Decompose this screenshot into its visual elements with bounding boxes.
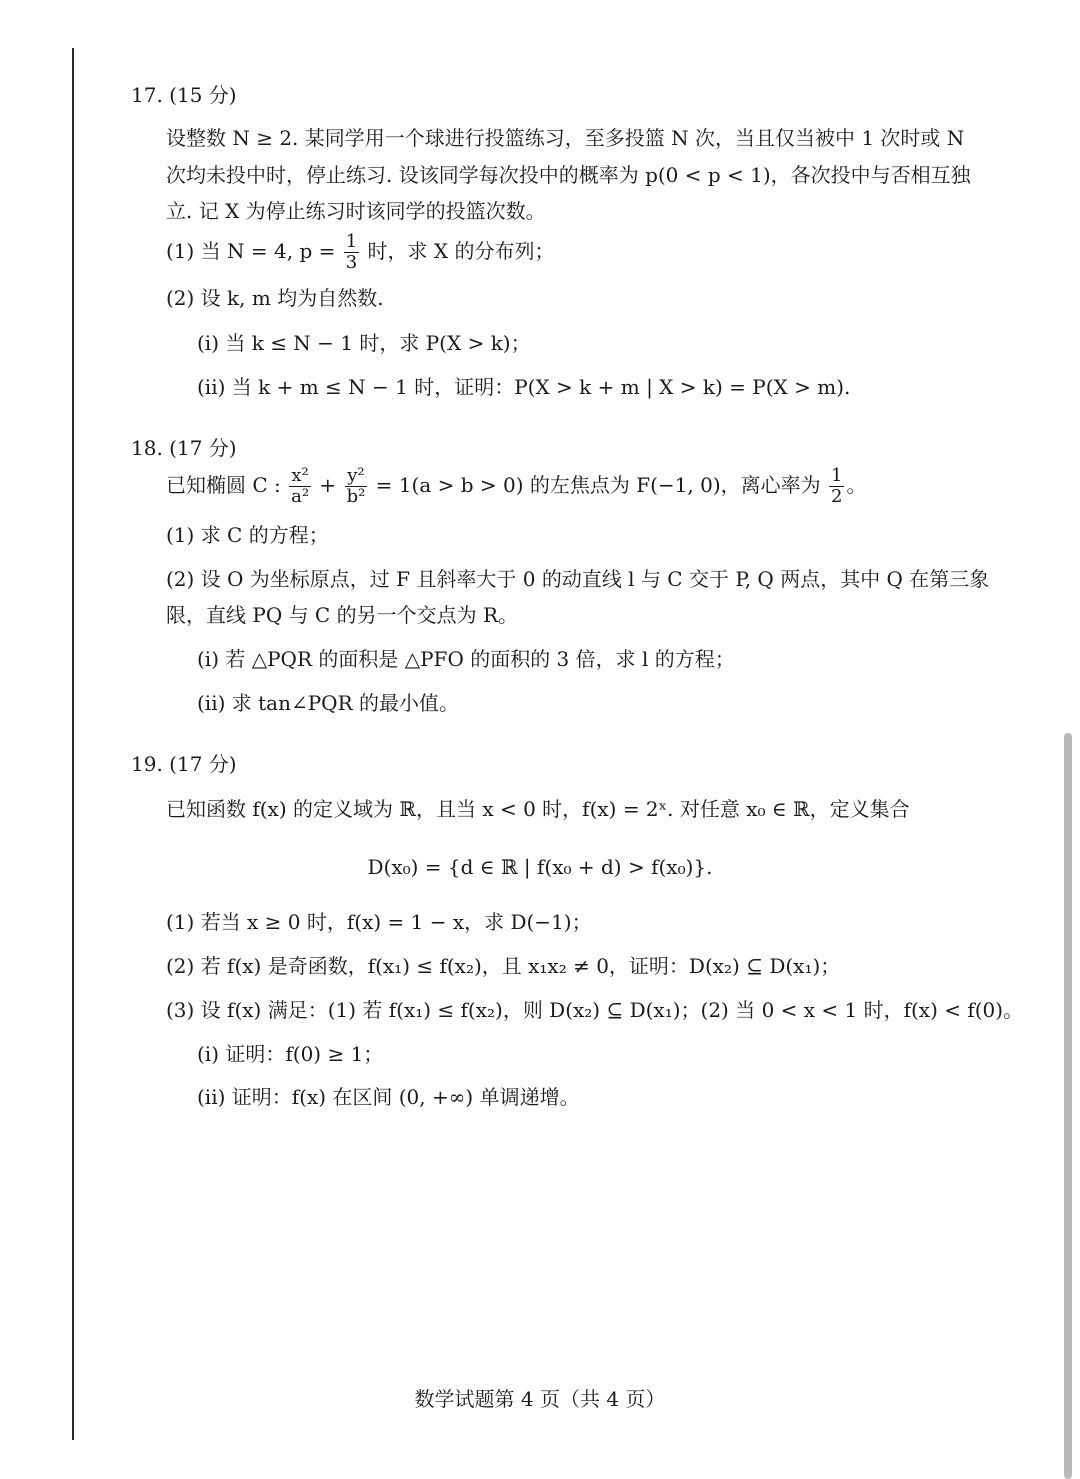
left-margin-line [72, 48, 74, 1440]
q17-stem-line2: 次均未投中时，停止练习. 设该同学每次投中的概率为 p(0 < p < 1)，各次投中与否相互独 [166, 163, 971, 187]
q18-part2-i: (i) 若 △PQR 的面积是 △PFO 的面积的 3 倍，求 l 的方程； [197, 647, 735, 671]
q17-part1: (1) 当 N = 4, p = $\frac{1}{3}$ 时，求 X 的分布列； [166, 231, 555, 273]
scrollbar-thumb[interactable] [1064, 733, 1072, 1479]
q18-header: 18. (17 分) [131, 436, 237, 460]
q18-part1: (1) 求 C 的方程； [166, 523, 329, 547]
q19-part1: (1) 若当 x ≥ 0 时，f(x) = 1 − x，求 D(−1)； [166, 910, 592, 934]
q18-fraction-y: $\frac{\text{y²}}{\text{b²}}$ [346, 465, 366, 507]
q18-fraction-e: $\frac{1}{2}$ [831, 465, 843, 507]
q19-header: 19. (17 分) [131, 752, 237, 776]
q18-part2-ii: (ii) 求 tan∠PQR 的最小值。 [197, 691, 459, 715]
q17-part2: (2) 设 k, m 均为自然数. [166, 286, 384, 310]
page-footer: 数学试题第 4 页（共 4 页） [414, 1387, 666, 1411]
q17-part2-i: (i) 当 k ≤ N − 1 时，求 P(X > k)； [197, 331, 531, 355]
q17-stem-line3: 立. 记 X 为停止练习时该同学的投篮次数。 [166, 199, 546, 223]
q17-stem-line1: 设整数 N ≥ 2. 某同学用一个球进行投篮练习，至多投篮 N 次，当且仅当被中 1 次时或 N [166, 126, 965, 150]
q18-part2-line2: 限，直线 PQ 与 C 的另一个交点为 R。 [166, 603, 519, 627]
q17-part2-ii: (ii) 当 k + m ≤ N − 1 时，证明：P(X > k + m | X > k) = P(X > m). [197, 375, 851, 399]
q19-part3-i: (i) 证明：f(0) ≥ 1； [197, 1042, 384, 1066]
q19-set-definition: D(x₀) = {d ∈ ℝ | f(x₀ + d) > f(x₀)}. [367, 855, 713, 879]
q19-part3-ii: (ii) 证明：f(x) 在区间 (0, +∞) 单调递增。 [197, 1085, 580, 1109]
q19-stem-line1: 已知函数 f(x) 的定义域为 ℝ，且当 x < 0 时，f(x) = 2ˣ. 对任意 x₀ ∈ ℝ，定义集合 [166, 797, 910, 821]
q18-part2-line1: (2) 设 O 为坐标原点，过 F 且斜率大于 0 的动直线 l 与 C 交于 P, Q 两点，其中 Q 在第三象 [166, 567, 990, 591]
q19-part2: (2) 若 f(x) 是奇函数，f(x₁) ≤ f(x₂)，且 x₁x₂ ≠ 0，证明：D(x₂) ⊆ D(x₁)； [166, 954, 841, 978]
q18-fraction-x: $\frac{\text{x²}}{\text{a²}}$ [291, 465, 310, 507]
q19-part3: (3) 设 f(x) 满足：(1) 若 f(x₁) ≤ f(x₂)，则 D(x₂) ⊆ D(x₁)；(2) 当 0 < x < 1 时，f(x) < f(0)。 [166, 998, 1024, 1022]
q18-stem-line1: 已知椭圆 C : $\frac{\text{x²}}{\text{a²}}$ + $\frac{\text{y²}}{\text{b²}}$ = 1(a > b > 0) 的左焦点为 F(−1, 0)，离心率为 $\frac{1}{2}$ 。 [166, 465, 867, 507]
q17-fraction-p: $\frac{1}{3}$ [345, 231, 358, 273]
q17-header: 17. (15 分) [131, 83, 237, 107]
